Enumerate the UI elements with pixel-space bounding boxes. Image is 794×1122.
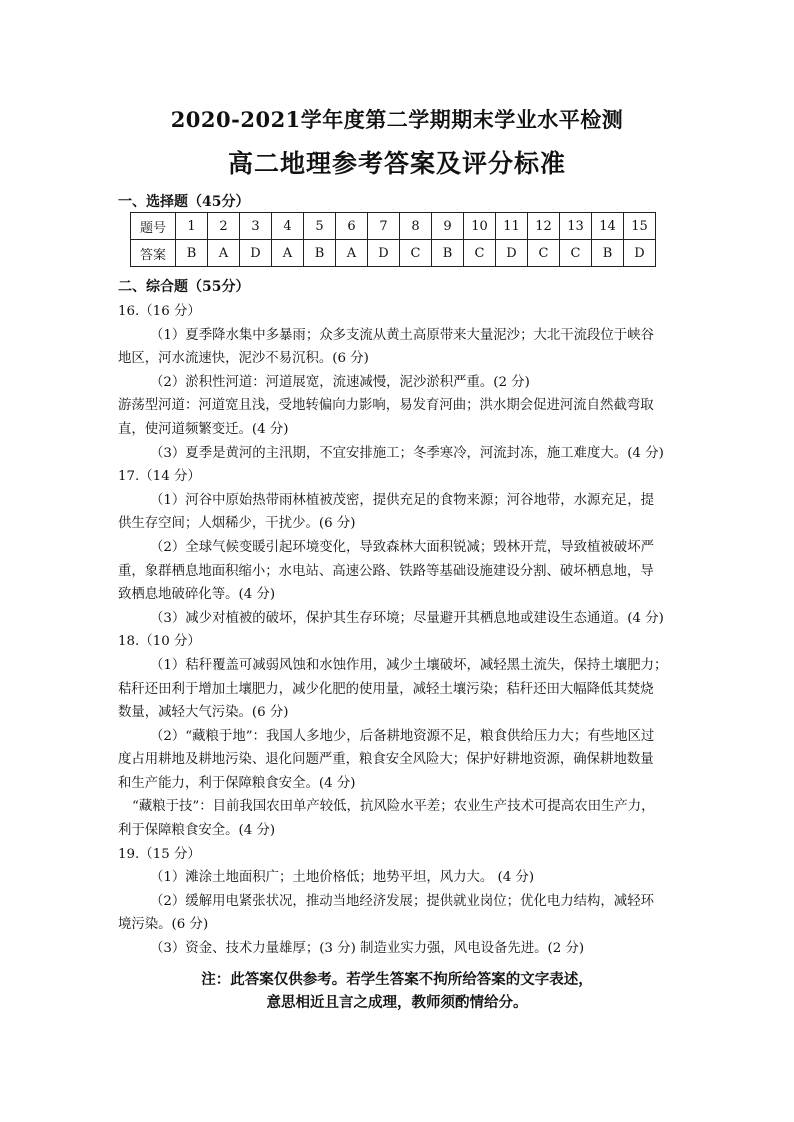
note-line-1: 注：此答案仅供参考。若学生答案不拘所给答案的文字表述，	[201, 971, 593, 988]
question-number-cell: 8	[400, 213, 432, 240]
table-row-label: 答案	[131, 240, 176, 267]
answer-line: （3）夏季是黄河的主汛期，不宜安排施工；冬季寒冷，河流封冻，施工难度大。(4 分)	[150, 445, 664, 461]
answer-line: （1）秸秆覆盖可减弱风蚀和水蚀作用，减少土壤破坏，减轻黑土流失，保持土壤肥力；	[150, 657, 668, 673]
answer-line: 供生存空间；人烟稀少，干扰少。(6 分)	[118, 516, 356, 532]
question-number-cell: 12	[528, 213, 560, 240]
section-heading-choice: 一、选择题（45分）	[118, 194, 250, 210]
answer-cell: C	[528, 240, 560, 267]
answer-line: （2）缓解用电紧张状况，推动当地经济发展；提供就业岗位；优化电力结构，减轻环	[150, 893, 654, 909]
answer-cell: C	[560, 240, 592, 267]
answer-line: 直，使河道频繁变迁。(4 分)	[118, 421, 289, 437]
answer-cell: B	[176, 240, 208, 267]
answer-cell: D	[496, 240, 528, 267]
question-number-cell: 6	[336, 213, 368, 240]
question-number-cell: 9	[432, 213, 464, 240]
table-row-numbers	[131, 213, 656, 240]
answer-line: （3）资金、技术力量雄厚；(3 分) 制造业实力强，风电设备先进。(2 分)	[150, 941, 585, 957]
question-number-cell: 1	[176, 213, 208, 240]
answer-line: （1）滩涂土地面积广；土地价格低；地势平坦，风力大。 (4 分)	[150, 870, 535, 886]
answer-line: 地区，河水流速快，泥沙不易沉积。(6 分)	[118, 351, 369, 367]
answer-cell: A	[272, 240, 304, 267]
answer-line: （3）减少对植被的破坏，保护其生存环境；尽量避开其栖息地或建设生态通道。(4 分)	[150, 610, 664, 626]
question-heading: 18.（10 分）	[118, 634, 201, 650]
question-number-cell: 10	[464, 213, 496, 240]
answer-cell: B	[592, 240, 624, 267]
note-line-2: 意思相近且言之成理，教师须酌情给分。	[266, 994, 528, 1011]
question-number-cell: 14	[592, 213, 624, 240]
answer-cell: A	[336, 240, 368, 267]
answer-cell: C	[400, 240, 432, 267]
answer-cell: D	[368, 240, 400, 267]
answer-line: 度占用耕地及耕地污染、退化问题严重，粮食安全风险大；保护好耕地资源，确保耕地数量	[118, 752, 654, 768]
answer-line: （2）淤积性河道：河道展宽，流速减慢，泥沙淤积严重。(2 分)	[150, 374, 530, 390]
question-number-cell: 13	[560, 213, 592, 240]
page-subtitle: 高二地理参考答案及评分标准	[227, 149, 566, 178]
answer-line: （2）全球气候变暖引起环境变化，导致森林大面积锐减；毁林开荒，导致植被破坏严	[150, 539, 654, 555]
answer-cell: A	[208, 240, 240, 267]
question-number-cell: 15	[624, 213, 656, 240]
answer-line: 和生产能力，利于保障粮食安全。(4 分)	[118, 775, 356, 791]
answer-cell: B	[432, 240, 464, 267]
answer-cell: C	[464, 240, 496, 267]
question-number-cell: 3	[240, 213, 272, 240]
answer-line: “藏粮于技”：目前我国农田单产较低，抗风险水平差；农业生产技术可提高农田生产力，	[132, 799, 655, 815]
question-number-cell: 11	[496, 213, 528, 240]
answer-line: 数量，减轻大气污染。(6 分)	[118, 705, 289, 721]
answer-line: 利于保障粮食安全。(4 分)	[118, 823, 276, 839]
section-heading-comprehensive: 二、综合题（55分）	[118, 279, 250, 295]
answer-line: （1）夏季降水集中多暴雨；众多支流从黄土高原带来大量泥沙；大北干流段位于峡谷	[150, 327, 654, 343]
answer-line: 重，象群栖息地面积缩小；水电站、高速公路、铁路等基础设施建设分割、破坏栖息地，导	[118, 563, 654, 579]
answer-line: 游荡型河道：河道宽且浅，受地转偏向力影响，易发育河曲；洪水期会促进河流自然截弯取	[118, 398, 654, 414]
answer-line: 致栖息地破碎化等。(4 分)	[118, 587, 276, 603]
question-number-cell: 2	[208, 213, 240, 240]
question-heading: 19.（15 分）	[118, 846, 201, 862]
table-row-answers	[131, 240, 656, 267]
question-number-cell: 5	[304, 213, 336, 240]
table-row-label: 题号	[131, 213, 176, 240]
answer-cell: D	[240, 240, 272, 267]
answer-line: 秸秆还田利于增加土壤肥力，减少化肥的使用量，减轻土壤污染；秸秆还田大幅降低其焚烧	[118, 681, 654, 697]
question-heading: 16.（16 分）	[118, 304, 201, 319]
page-title: 2020-2021学年度第二学期期末学业水平检测	[170, 107, 624, 132]
answer-table	[130, 212, 656, 267]
answer-cell: B	[304, 240, 336, 267]
answer-line: （1）河谷中原始热带雨林植被茂密，提供充足的食物来源；河谷地带，水源充足，提	[150, 492, 654, 508]
answer-line: （2）“藏粮于地”：我国人多地少，后备耕地资源不足，粮食供给压力大；有些地区过	[150, 728, 655, 744]
answer-line: 境污染。(6 分)	[118, 917, 209, 933]
answer-body	[118, 300, 678, 961]
question-number-cell: 4	[272, 213, 304, 240]
question-number-cell: 7	[368, 213, 400, 240]
question-heading: 17.（14 分）	[118, 469, 201, 485]
answer-cell: D	[624, 240, 656, 267]
